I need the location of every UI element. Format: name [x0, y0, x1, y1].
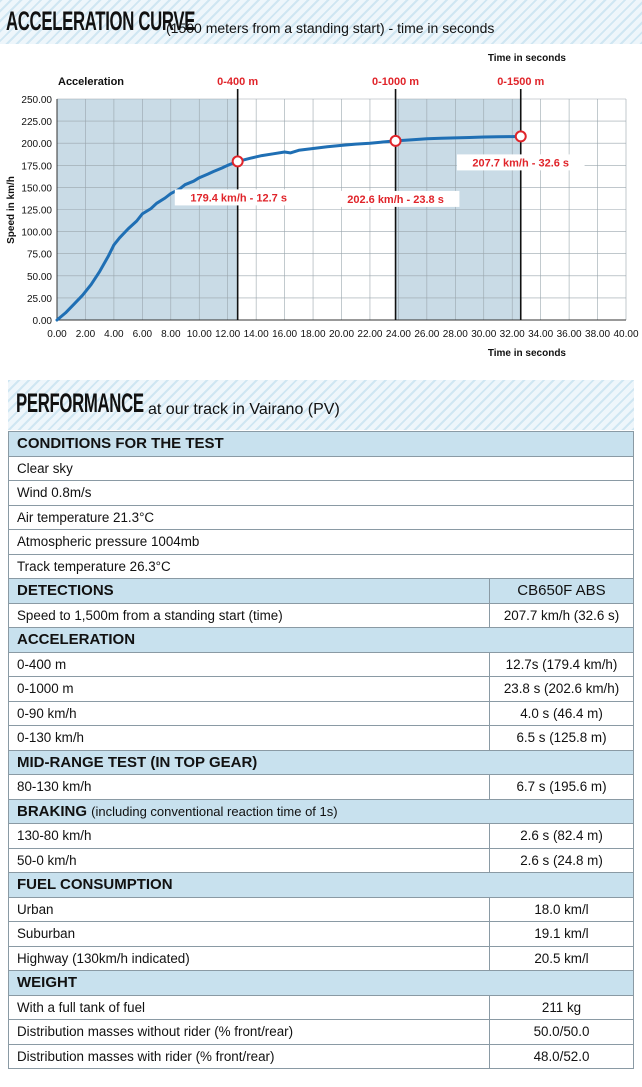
- row-label: 50-0 km/h: [9, 848, 490, 873]
- row-label: Urban: [9, 897, 490, 922]
- y-tick-label: 225.00: [21, 117, 52, 129]
- top-right-axis-label: Time in seconds: [487, 53, 566, 64]
- braking-title: BRAKING: [17, 802, 87, 820]
- row-value: 12.7s (179.4 km/h): [490, 652, 634, 677]
- performance-table: [8, 431, 634, 1069]
- section-acceleration: [9, 628, 634, 653]
- x-tick-label: 36.00: [556, 329, 582, 340]
- y-tick-label: 0.00: [32, 316, 52, 327]
- x-tick-label: 8.00: [161, 329, 181, 340]
- row-label: 0-1000 m: [9, 677, 490, 702]
- series-label: Acceleration: [58, 76, 125, 88]
- marker-header: 0-400 m: [217, 76, 259, 88]
- row-value: 23.8 s (202.6 km/h): [490, 677, 634, 702]
- chart-header: [0, 0, 642, 44]
- table-row: [9, 701, 634, 726]
- table-row: [9, 897, 634, 922]
- y-tick-label: 150.00: [21, 183, 52, 195]
- y-tick-label: 200.00: [21, 139, 52, 151]
- section-title: FUEL CONSUMPTION: [9, 873, 634, 898]
- section-title: WEIGHT: [9, 971, 634, 996]
- row-value: 6.5 s (125.8 m): [490, 726, 634, 751]
- table-row: [9, 848, 634, 873]
- x-tick-label: 10.00: [186, 329, 212, 340]
- x-tick-label: 30.00: [471, 329, 497, 340]
- x-tick-label: 26.00: [414, 329, 440, 340]
- table-row: [9, 995, 634, 1020]
- x-tick-label: 28.00: [442, 329, 468, 340]
- row-value: 48.0/52.0: [490, 1044, 634, 1069]
- table-row: [9, 652, 634, 677]
- x-tick-label: 14.00: [243, 329, 269, 340]
- x-tick-label: 16.00: [272, 329, 298, 340]
- row-value: 2.6 s (82.4 m): [490, 824, 634, 849]
- table-row: [9, 505, 634, 530]
- x-tick-label: 6.00: [132, 329, 153, 340]
- marker-label: 179.4 km/h - 12.7 s: [190, 192, 287, 205]
- row-value: 50.0/50.0: [490, 1020, 634, 1045]
- x-tick-label: 0.00: [47, 329, 67, 340]
- row-label: Air temperature 21.3°C: [9, 505, 634, 530]
- row-value: 20.5 km/l: [490, 946, 634, 971]
- row-value: 211 kg: [490, 995, 634, 1020]
- row-value: 207.7 km/h (32.6 s): [490, 603, 634, 628]
- row-label: 130-80 km/h: [9, 824, 490, 849]
- y-tick-label: 50.00: [26, 271, 52, 283]
- row-value: 18.0 km/l: [490, 897, 634, 922]
- table-row: [9, 456, 634, 481]
- row-label: Suburban: [9, 922, 490, 947]
- y-axis-label: Speed in km/h: [6, 176, 17, 244]
- y-tick-label: 25.00: [26, 293, 52, 305]
- chart-title: ACCELERATION CURVE: [6, 6, 196, 36]
- x-tick-label: 24.00: [385, 329, 411, 340]
- section-title: DETECTIONS: [9, 579, 490, 604]
- section-conditions: [9, 432, 634, 457]
- x-tick-label: 2.00: [75, 329, 96, 340]
- marker-header: 0-1500 m: [497, 76, 545, 88]
- performance-header: [8, 380, 634, 430]
- row-value: 19.1 km/l: [490, 922, 634, 947]
- table-row: [9, 530, 634, 555]
- row-label: With a full tank of fuel: [9, 995, 490, 1020]
- x-tick-label: 22.00: [357, 329, 383, 340]
- row-label: 0-90 km/h: [9, 701, 490, 726]
- marker-label: 202.6 km/h - 23.8 s: [347, 193, 444, 206]
- row-label: Clear sky: [9, 456, 634, 481]
- marker-point: [233, 156, 243, 166]
- table-row: [9, 824, 634, 849]
- x-tick-label: 40.00: [613, 329, 639, 340]
- marker-point: [516, 131, 526, 141]
- table-row: [9, 946, 634, 971]
- braking-note: (including conventional reaction time of 1s): [91, 803, 338, 819]
- y-tick-label: 125.00: [21, 205, 52, 217]
- table-row: [9, 1044, 634, 1069]
- section-title: CONDITIONS FOR THE TEST: [9, 432, 634, 457]
- y-tick-label: 250.00: [21, 95, 52, 106]
- row-label: Speed to 1,500m from a standing start (time): [9, 603, 490, 628]
- section-fuel: [9, 873, 634, 898]
- row-label: Track temperature 26.3°C: [9, 554, 634, 579]
- section-weight: [9, 971, 634, 996]
- row-label: Atmospheric pressure 1004mb: [9, 530, 634, 555]
- row-label: Distribution masses without rider (% front/rear): [9, 1020, 490, 1045]
- row-label: Distribution masses with rider (% front/rear): [9, 1044, 490, 1069]
- marker-header: 0-1000 m: [372, 76, 420, 88]
- row-label: 80-130 km/h: [9, 775, 490, 800]
- table-row: [9, 922, 634, 947]
- table-row: [9, 1020, 634, 1045]
- marker-label: 207.7 km/h - 32.6 s: [472, 157, 570, 170]
- y-tick-label: 100.00: [21, 227, 52, 239]
- table-row: [9, 603, 634, 628]
- x-axis-label: Time in seconds: [487, 348, 566, 359]
- row-label: 0-130 km/h: [9, 726, 490, 751]
- x-tick-label: 38.00: [585, 329, 611, 340]
- section-midrange: [9, 750, 634, 775]
- table-row: [9, 726, 634, 751]
- table-row: [9, 775, 634, 800]
- section-braking: [9, 799, 634, 824]
- table-row: [9, 554, 634, 579]
- y-tick-label: 175.00: [21, 161, 52, 173]
- table-row: [9, 677, 634, 702]
- section-detections: [9, 579, 634, 604]
- performance-title: PERFORMANCE: [16, 388, 144, 418]
- chart-subtitle: (1500 meters from a standing start) - time in seconds: [166, 20, 495, 36]
- acceleration-chart: [0, 44, 642, 364]
- row-label: 0-400 m: [9, 652, 490, 677]
- x-tick-label: 32.00: [499, 329, 525, 340]
- section-title: ACCELERATION: [9, 628, 634, 653]
- x-tick-label: 34.00: [528, 329, 554, 340]
- performance-subtitle: at our track in Vairano (PV): [148, 401, 340, 418]
- marker-point: [391, 136, 401, 146]
- row-value: 6.7 s (195.6 m): [490, 775, 634, 800]
- section-title: [9, 799, 634, 824]
- x-tick-label: 12.00: [215, 329, 241, 340]
- section-title: MID-RANGE TEST (IN TOP GEAR): [9, 750, 634, 775]
- model-name: CB650F ABS: [490, 579, 634, 604]
- y-tick-label: 75.00: [26, 249, 52, 261]
- row-label: Highway (130km/h indicated): [9, 946, 490, 971]
- x-tick-label: 20.00: [328, 329, 355, 340]
- row-value: 2.6 s (24.8 m): [490, 848, 634, 873]
- row-value: 4.0 s (46.4 m): [490, 701, 634, 726]
- row-label: Wind 0.8m/s: [9, 481, 634, 506]
- table-row: [9, 481, 634, 506]
- x-tick-label: 18.00: [300, 329, 326, 340]
- x-tick-label: 4.00: [104, 329, 124, 340]
